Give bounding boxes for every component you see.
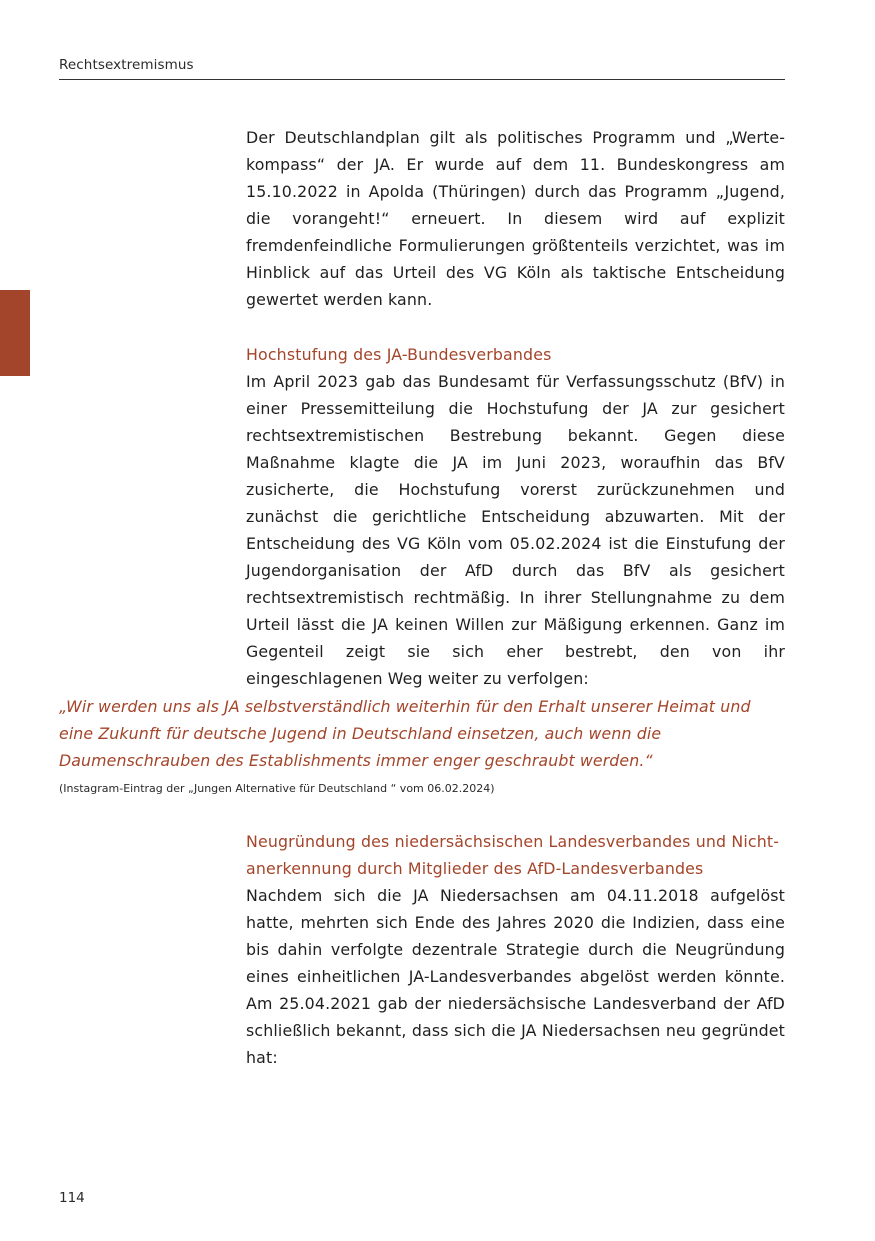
chapter-tab-marker <box>0 290 30 376</box>
section-upgrade <box>246 341 785 692</box>
section-paragraph-refounding: Nachdem sich die JA Niedersachsen am 04.11.2018 aufgelöst hatte, mehrten sich Ende des Jahres 2020 die Indizien, dass eine bis dahin verfolgte dezentrale Strategie durch die Neugründung eines einheitlichen JA-Landesverbandes abgelöst werden könnte. Am 25.04.2021 gab der niedersächsische Landesverband der AfD schließlich bekannt, dass sich die JA Niedersachsen neu gegründet hat: <box>246 886 785 1067</box>
header-rule <box>59 79 785 80</box>
page-number: 114 <box>59 1190 85 1206</box>
section-heading-refounding: Neugründung des niedersächsischen Landesverbandes und Nichtanerkennung durch Mitglieder des AfD-Landesverbandes <box>246 832 779 878</box>
section-heading-upgrade: Hochstufung des JA-Bundesverbandes <box>246 345 552 364</box>
running-header: Rechtsextremismus <box>59 57 194 73</box>
section-refounding <box>246 828 785 1071</box>
intro-paragraph: Der Deutschlandplan gilt als politisches Programm und „Wertekompass“ der JA. Er wurde auf dem 11. Bundeskongress am 15.10.2022 in Apolda (Thüringen) durch das Programm „Jugend, die vorangeht!“ erneuert. In diesem wird auf explizit fremdenfeindliche Formulierungen größtenteils verzichtet, was im Hinblick auf das Urteil des VG Köln als taktische Entscheidung gewertet werden kann. <box>246 128 785 309</box>
quote-source: (Instagram-Eintrag der „Jungen Alternative für Deutschland “ vom 06.02.2024) <box>59 782 495 795</box>
pull-quote: „Wir werden uns als JA selbstverständlich weiterhin für den Erhalt unserer Heimat und eine Zukunft für deutsche Jugend in Deutschland einsetzen, auch wenn die Daumenschrauben des Establishments immer enger geschraubt werden.“ <box>59 697 751 770</box>
intro-section <box>246 124 785 313</box>
section-paragraph-upgrade: Im April 2023 gab das Bundesamt für Verfassungsschutz (BfV) in einer Pressemitteilung die Hochstufung der JA zur gesichert rechtsextremistischen Bestrebung bekannt. Gegen diese Maßnahme klagte die JA im Juni 2023, woraufhin das BfV zusicherte, die Hochstufung vorerst zurückzunehmen und zunächst die gerichtliche Entscheidung abzuwarten. Mit der Entscheidung des VG Köln vom 05.02.2024 ist die Einstufung der Jugendorganisation der AfD durch das BfV als gesichert rechtsextremistisch rechtmäßig. In ihrer Stellungnahme zu dem Urteil lässt die JA keinen Willen zur Mäßigung erkennen. Ganz im Gegenteil zeigt sie sich eher bestrebt, den von ihr eingeschlagenen Weg weiter zu verfolgen: <box>246 372 785 688</box>
